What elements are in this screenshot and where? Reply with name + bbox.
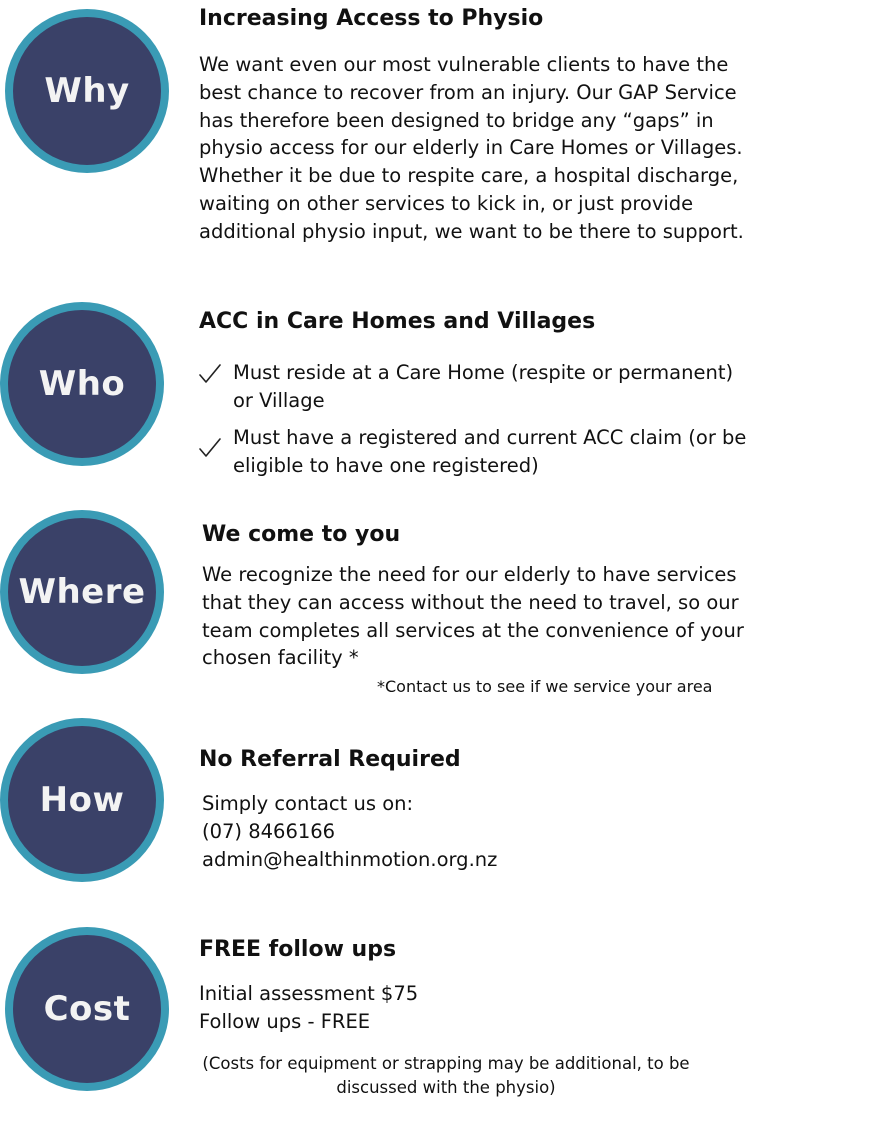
cost-note-line: (Costs for equipment or strapping may be additional, to be <box>202 1054 690 1073</box>
cost-note-line: discussed with the physio) <box>336 1078 556 1097</box>
how-paragraph <box>202 790 762 873</box>
how-circle-label: How <box>39 780 125 820</box>
where-line: We recognize the need for our elderly to have services <box>202 563 737 586</box>
where-line: chosen facility * <box>202 646 359 670</box>
cost-line: Initial assessment $75 <box>199 982 419 1005</box>
where-line: that they can access without the need to travel, so our <box>202 590 739 614</box>
cost-paragraph <box>199 980 759 1036</box>
why-line: waiting on other services to kick in, or just provide <box>199 191 694 215</box>
how-phone: (07) 8466166 <box>202 819 336 843</box>
why-line: We want even our most vulnerable clients to have the <box>199 53 729 76</box>
who-item <box>233 424 753 480</box>
who-circle <box>0 302 164 466</box>
who-item-line: or Village <box>233 388 325 412</box>
why-heading: Increasing Access to Physio <box>199 6 544 31</box>
cost-circle-label: Cost <box>43 989 131 1029</box>
cost-circle <box>5 927 169 1091</box>
why-line: best chance to recover from an injury. Our GAP Service <box>199 80 737 104</box>
who-item-line: Must have a registered and current ACC claim (or be <box>233 426 747 449</box>
how-email: admin@healthinmotion.org.nz <box>202 847 498 871</box>
checkmark-icon <box>198 362 222 386</box>
why-circle <box>5 9 169 173</box>
why-paragraph <box>199 51 759 246</box>
where-circle <box>0 510 164 674</box>
where-circle-label: Where <box>18 572 146 612</box>
cost-note <box>196 1052 696 1100</box>
how-circle <box>0 718 164 882</box>
cost-heading: FREE follow ups <box>199 937 397 962</box>
who-item-line: eligible to have one registered) <box>233 453 539 477</box>
why-line: additional physio input, we want to be there to support. <box>199 219 744 243</box>
where-paragraph <box>202 561 762 672</box>
where-heading: We come to you <box>202 522 401 547</box>
why-line: Whether it be due to respite care, a hospital discharge, <box>199 164 739 188</box>
where-line: team completes all services at the convenience of your <box>202 618 744 642</box>
how-heading: No Referral Required <box>199 747 461 772</box>
why-line: physio access for our elderly in Care Homes or Villages. <box>199 136 743 160</box>
who-heading: ACC in Care Homes and Villages <box>199 309 596 334</box>
who-item <box>233 359 753 415</box>
why-line: has therefore been designed to bridge any “gaps” in <box>199 108 714 132</box>
checkmark-icon <box>198 436 222 460</box>
where-note: *Contact us to see if we service your area <box>377 677 713 696</box>
who-circle-label: Who <box>38 364 126 404</box>
how-contact-prompt: Simply contact us on: <box>202 792 414 815</box>
cost-line: Follow ups - FREE <box>199 1009 371 1033</box>
who-item-line: Must reside at a Care Home (respite or permanent) <box>233 361 734 384</box>
why-circle-label: Why <box>44 71 130 111</box>
